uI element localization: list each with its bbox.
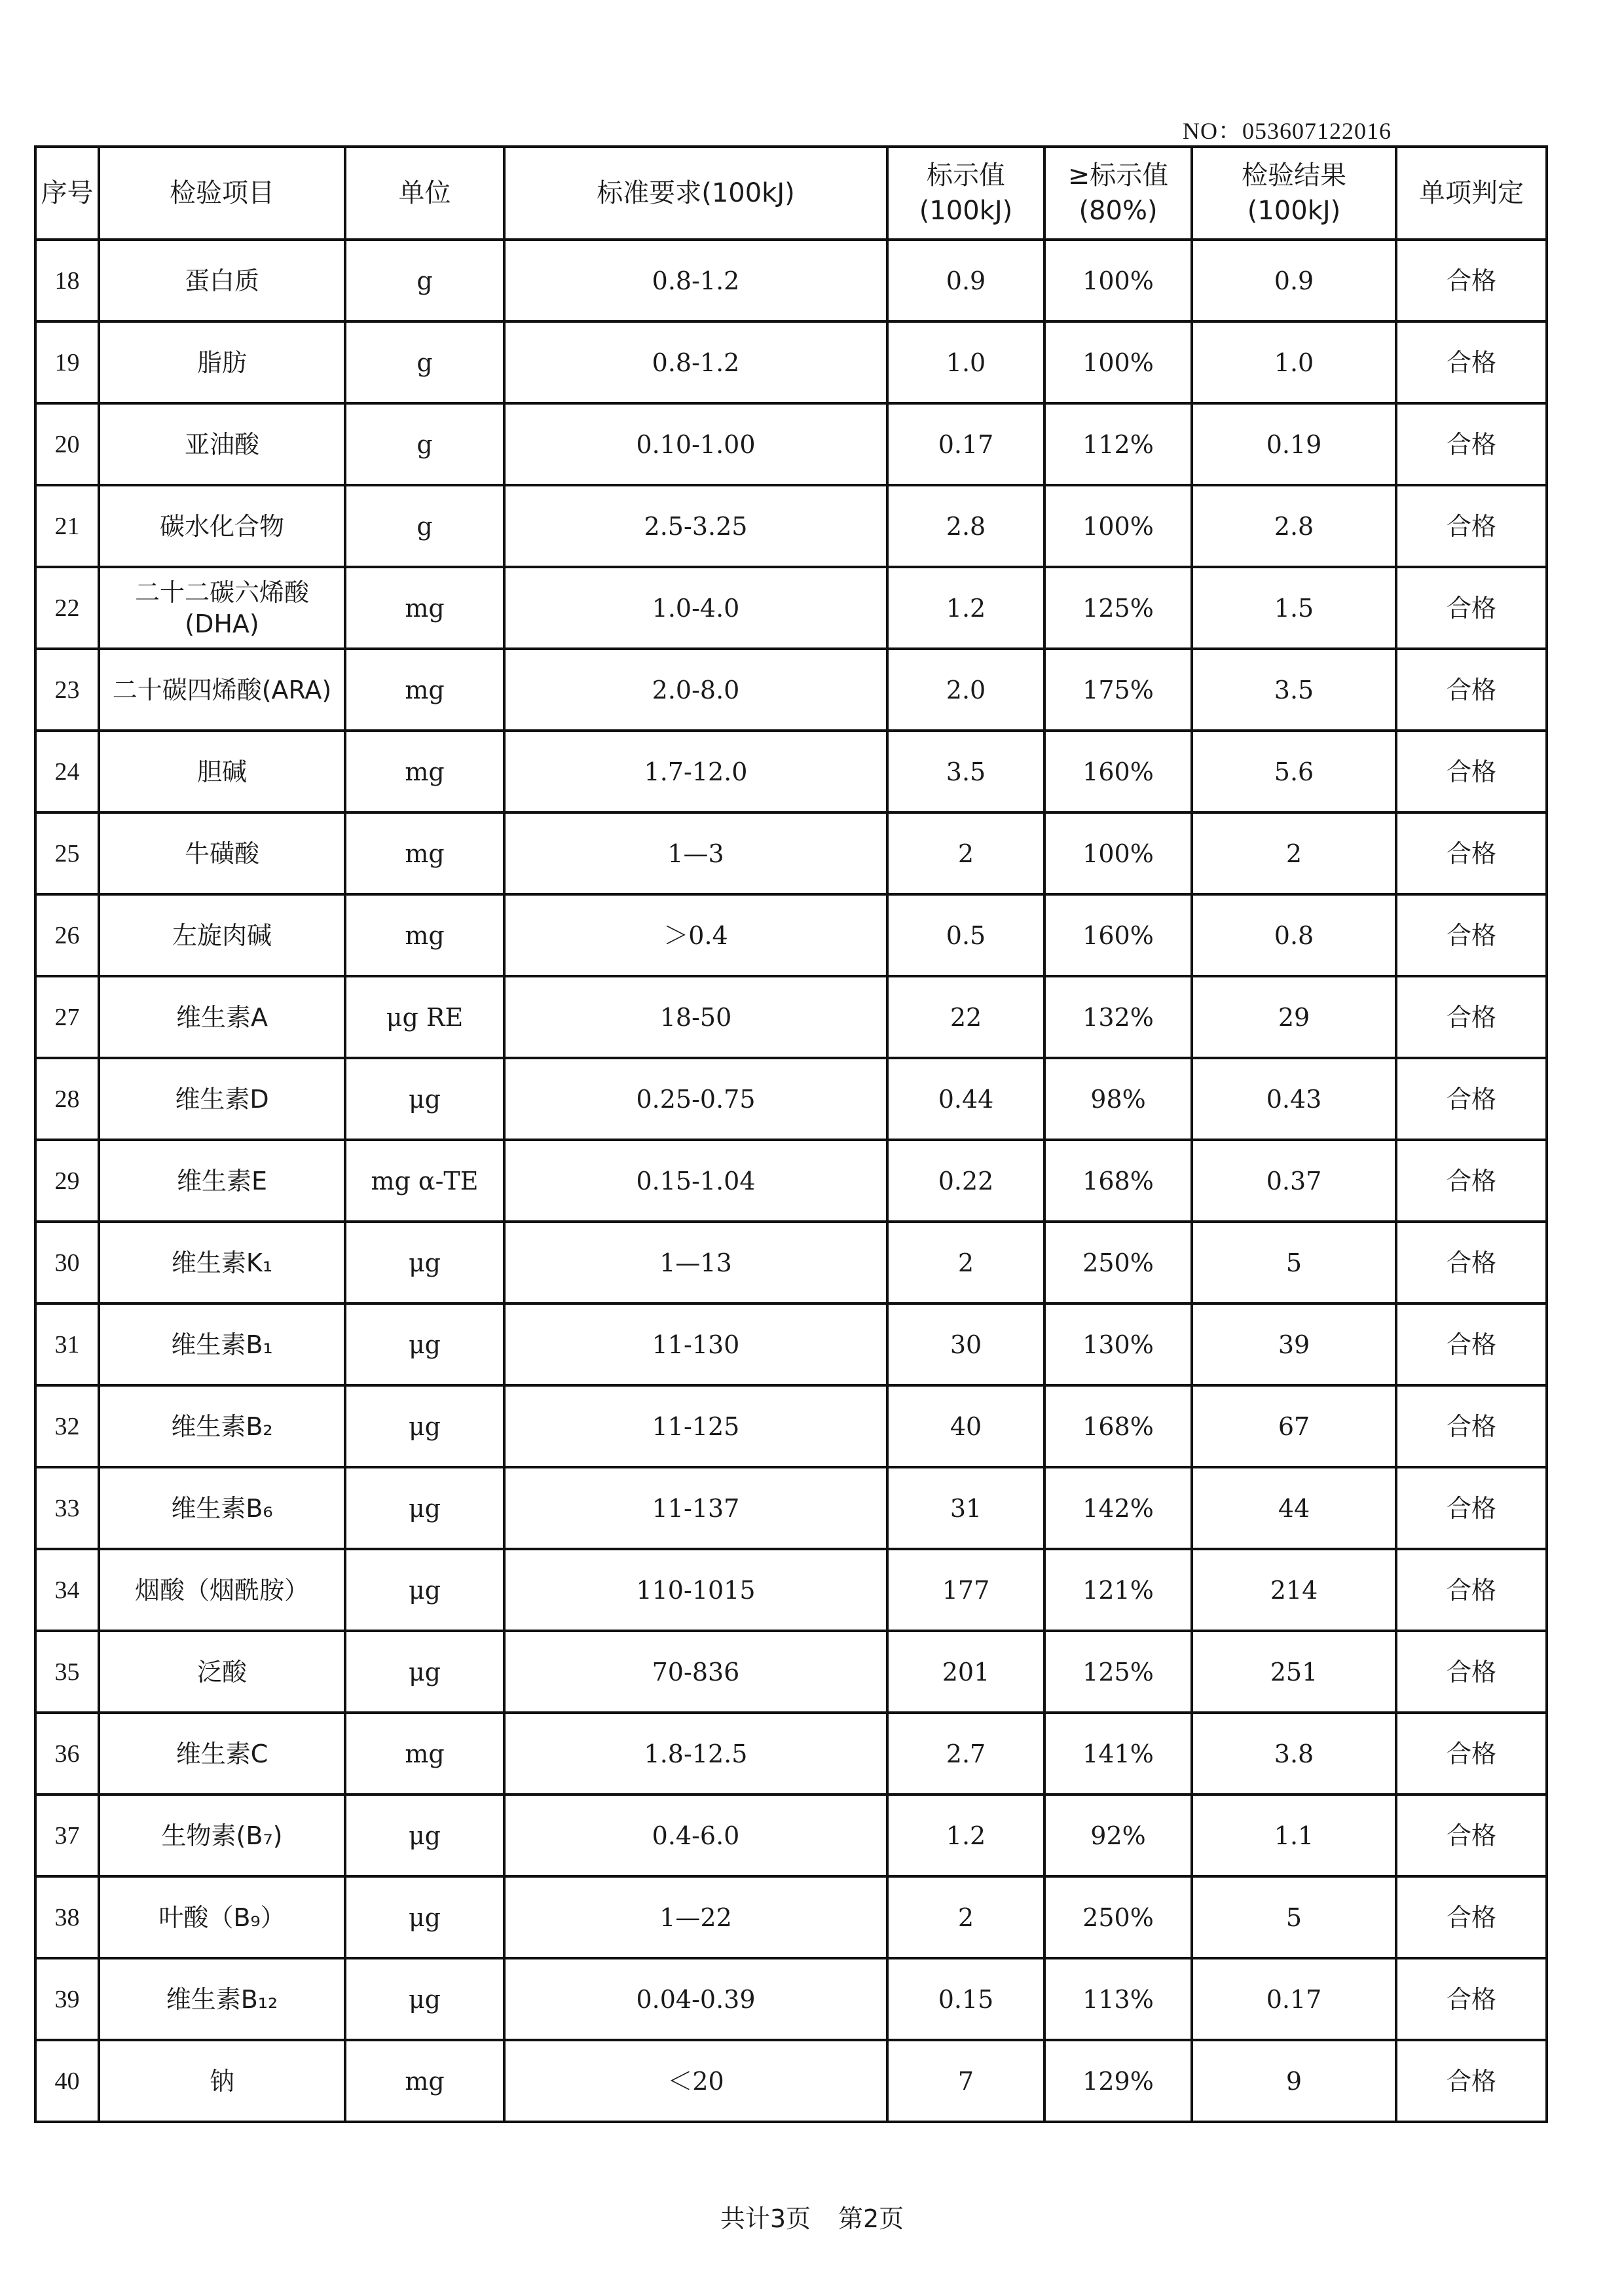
cell-unit: μg (345, 1876, 504, 1958)
header-verdict: 单项判定 (1396, 147, 1547, 240)
cell-result: 214 (1192, 1549, 1396, 1631)
cell-requirement: 11-125 (504, 1385, 887, 1467)
table-row (35, 976, 1547, 1058)
cell-requirement: 0.4-6.0 (504, 1795, 887, 1876)
cell-labeled-value: 177 (887, 1549, 1044, 1631)
cell-requirement: 0.25-0.75 (504, 1058, 887, 1140)
cell-labeled-value: 2.8 (887, 485, 1044, 567)
table-row (35, 1549, 1547, 1631)
cell-item: 维生素B₁₂ (99, 1958, 345, 2040)
cell-labeled-value: 201 (887, 1631, 1044, 1713)
table-row (35, 240, 1547, 321)
cell-result: 3.8 (1192, 1713, 1396, 1795)
table-row (35, 567, 1547, 649)
cell-seq: 33 (35, 1467, 99, 1549)
table-row (35, 321, 1547, 403)
cell-ratio: 132% (1044, 976, 1192, 1058)
table-row (35, 1958, 1547, 2040)
cell-result: 44 (1192, 1467, 1396, 1549)
cell-labeled-value: 30 (887, 1303, 1044, 1385)
cell-result: 5.6 (1192, 731, 1396, 812)
cell-seq: 27 (35, 976, 99, 1058)
cell-verdict: 合格 (1396, 1058, 1547, 1140)
cell-item: 碳水化合物 (99, 485, 345, 567)
total-pages: 共计3页 (720, 2204, 811, 2233)
table-body (35, 240, 1547, 2122)
cell-requirement: 110-1015 (504, 1549, 887, 1631)
cell-verdict: 合格 (1396, 2040, 1547, 2122)
cell-seq: 20 (35, 403, 99, 485)
cell-verdict: 合格 (1396, 1795, 1547, 1876)
cell-verdict: 合格 (1396, 1631, 1547, 1713)
cell-requirement: ＜20 (504, 2040, 887, 2122)
table-row (35, 1467, 1547, 1549)
cell-requirement: 1—22 (504, 1876, 887, 1958)
report-number: NO：053607122016 (1183, 118, 1392, 144)
cell-requirement: 11-130 (504, 1303, 887, 1385)
cell-ratio: 100% (1044, 485, 1192, 567)
table-row (35, 485, 1547, 567)
cell-seq: 38 (35, 1876, 99, 1958)
cell-verdict: 合格 (1396, 649, 1547, 731)
cell-item: 亚油酸 (99, 403, 345, 485)
cell-ratio: 125% (1044, 1631, 1192, 1713)
header-item: 检验项目 (99, 147, 345, 240)
cell-verdict: 合格 (1396, 731, 1547, 812)
cell-verdict: 合格 (1396, 1140, 1547, 1222)
cell-result: 251 (1192, 1631, 1396, 1713)
cell-unit: μg (345, 1222, 504, 1303)
cell-seq: 23 (35, 649, 99, 731)
table-row (35, 403, 1547, 485)
cell-labeled-value: 40 (887, 1385, 1044, 1467)
cell-seq: 31 (35, 1303, 99, 1385)
cell-verdict: 合格 (1396, 403, 1547, 485)
table-row (35, 1303, 1547, 1385)
cell-item: 维生素B₂ (99, 1385, 345, 1467)
cell-ratio: 168% (1044, 1140, 1192, 1222)
cell-result: 0.17 (1192, 1958, 1396, 2040)
cell-labeled-value: 0.15 (887, 1958, 1044, 2040)
cell-result: 0.9 (1192, 240, 1396, 321)
table-row (35, 1222, 1547, 1303)
cell-unit: g (345, 240, 504, 321)
cell-labeled-value: 22 (887, 976, 1044, 1058)
table-row (35, 2040, 1547, 2122)
cell-result: 1.5 (1192, 567, 1396, 649)
cell-item: 蛋白质 (99, 240, 345, 321)
cell-result: 0.37 (1192, 1140, 1396, 1222)
cell-unit: g (345, 485, 504, 567)
cell-item: 维生素A (99, 976, 345, 1058)
cell-ratio: 121% (1044, 1549, 1192, 1631)
cell-item: 泛酸 (99, 1631, 345, 1713)
cell-result: 2.8 (1192, 485, 1396, 567)
cell-seq: 40 (35, 2040, 99, 2122)
cell-item: 二十碳四烯酸(ARA) (99, 649, 345, 731)
cell-ratio: 130% (1044, 1303, 1192, 1385)
cell-unit: μg (345, 1058, 504, 1140)
cell-ratio: 98% (1044, 1058, 1192, 1140)
cell-unit: μg (345, 1467, 504, 1549)
cell-labeled-value: 0.9 (887, 240, 1044, 321)
cell-unit: μg (345, 1631, 504, 1713)
cell-labeled-value: 2 (887, 1876, 1044, 1958)
cell-labeled-value: 2.0 (887, 649, 1044, 731)
cell-item: 维生素B₆ (99, 1467, 345, 1549)
cell-ratio: 160% (1044, 894, 1192, 976)
header-result: 检验结果 (100kJ) (1192, 147, 1396, 240)
cell-labeled-value: 7 (887, 2040, 1044, 2122)
cell-unit: mg (345, 1713, 504, 1795)
cell-result: 29 (1192, 976, 1396, 1058)
cell-verdict: 合格 (1396, 1467, 1547, 1549)
cell-seq: 22 (35, 567, 99, 649)
header-row (35, 147, 1547, 240)
cell-unit: μg (345, 1795, 504, 1876)
cell-result: 1.1 (1192, 1795, 1396, 1876)
cell-item: 维生素K₁ (99, 1222, 345, 1303)
cell-item: 维生素C (99, 1713, 345, 1795)
cell-verdict: 合格 (1396, 976, 1547, 1058)
cell-ratio: 92% (1044, 1795, 1192, 1876)
cell-seq: 24 (35, 731, 99, 812)
cell-verdict: 合格 (1396, 894, 1547, 976)
cell-labeled-value: 0.5 (887, 894, 1044, 976)
cell-labeled-value: 0.22 (887, 1140, 1044, 1222)
cell-requirement: 1.7-12.0 (504, 731, 887, 812)
cell-labeled-value: 2 (887, 1222, 1044, 1303)
table-row (35, 1631, 1547, 1713)
cell-seq: 35 (35, 1631, 99, 1713)
cell-requirement: 0.04-0.39 (504, 1958, 887, 2040)
cell-ratio: 100% (1044, 812, 1192, 894)
cell-item: 胆碱 (99, 731, 345, 812)
cell-seq: 29 (35, 1140, 99, 1222)
cell-unit: g (345, 321, 504, 403)
header-unit: 单位 (345, 147, 504, 240)
cell-result: 2 (1192, 812, 1396, 894)
cell-verdict: 合格 (1396, 321, 1547, 403)
table-row (35, 1058, 1547, 1140)
cell-seq: 28 (35, 1058, 99, 1140)
cell-ratio: 250% (1044, 1222, 1192, 1303)
cell-requirement: 2.5-3.25 (504, 485, 887, 567)
current-page: 第2页 (838, 2204, 904, 2233)
cell-seq: 30 (35, 1222, 99, 1303)
cell-item: 左旋肉碱 (99, 894, 345, 976)
cell-verdict: 合格 (1396, 240, 1547, 321)
cell-unit: mg (345, 649, 504, 731)
cell-unit: mg (345, 2040, 504, 2122)
cell-requirement: 0.8-1.2 (504, 240, 887, 321)
table-row (35, 1876, 1547, 1958)
cell-item: 钠 (99, 2040, 345, 2122)
cell-seq: 37 (35, 1795, 99, 1876)
page-footer (0, 2198, 1624, 2234)
table-row (35, 894, 1547, 976)
cell-item: 维生素B₁ (99, 1303, 345, 1385)
cell-unit: mg α-TE (345, 1140, 504, 1222)
cell-item: 生物素(B₇) (99, 1795, 345, 1876)
cell-labeled-value: 0.17 (887, 403, 1044, 485)
cell-result: 5 (1192, 1222, 1396, 1303)
header-labeled-value: 标示值 (100kJ) (887, 147, 1044, 240)
cell-seq: 26 (35, 894, 99, 976)
cell-result: 5 (1192, 1876, 1396, 1958)
cell-seq: 36 (35, 1713, 99, 1795)
cell-labeled-value: 31 (887, 1467, 1044, 1549)
cell-seq: 19 (35, 321, 99, 403)
cell-ratio: 100% (1044, 240, 1192, 321)
cell-item: 牛磺酸 (99, 812, 345, 894)
table-row (35, 1713, 1547, 1795)
cell-seq: 39 (35, 1958, 99, 2040)
cell-unit: μg (345, 1385, 504, 1467)
cell-verdict: 合格 (1396, 485, 1547, 567)
cell-unit: μg (345, 1303, 504, 1385)
header-requirement: 标准要求(100kJ) (504, 147, 887, 240)
header-seq: 序号 (35, 147, 99, 240)
cell-unit: μg (345, 1958, 504, 2040)
cell-labeled-value: 2 (887, 812, 1044, 894)
cell-labeled-value: 1.0 (887, 321, 1044, 403)
cell-verdict: 合格 (1396, 1958, 1547, 2040)
cell-ratio: 160% (1044, 731, 1192, 812)
cell-requirement: 1—3 (504, 812, 887, 894)
cell-item: 二十二碳六烯酸 (DHA) (99, 567, 345, 649)
cell-requirement: 1.0-4.0 (504, 567, 887, 649)
cell-labeled-value: 3.5 (887, 731, 1044, 812)
cell-verdict: 合格 (1396, 1222, 1547, 1303)
cell-requirement: 0.8-1.2 (504, 321, 887, 403)
cell-unit: μg (345, 1549, 504, 1631)
table-row (35, 649, 1547, 731)
cell-seq: 32 (35, 1385, 99, 1467)
table-row (35, 731, 1547, 812)
cell-verdict: 合格 (1396, 1876, 1547, 1958)
header-ratio: ≥标示值 (80%) (1044, 147, 1192, 240)
cell-requirement: 18-50 (504, 976, 887, 1058)
cell-unit: mg (345, 731, 504, 812)
cell-verdict: 合格 (1396, 812, 1547, 894)
cell-unit: mg (345, 894, 504, 976)
inspection-results-table (34, 145, 1548, 2123)
cell-unit: μg RE (345, 976, 504, 1058)
cell-ratio: 125% (1044, 567, 1192, 649)
cell-item: 叶酸（B₉） (99, 1876, 345, 1958)
cell-result: 1.0 (1192, 321, 1396, 403)
cell-unit: mg (345, 567, 504, 649)
cell-ratio: 129% (1044, 2040, 1192, 2122)
cell-verdict: 合格 (1396, 1713, 1547, 1795)
cell-requirement: 1.8-12.5 (504, 1713, 887, 1795)
cell-requirement: 70-836 (504, 1631, 887, 1713)
cell-requirement: 1—13 (504, 1222, 887, 1303)
cell-ratio: 100% (1044, 321, 1192, 403)
table-row (35, 1795, 1547, 1876)
cell-result: 0.43 (1192, 1058, 1396, 1140)
cell-ratio: 250% (1044, 1876, 1192, 1958)
cell-ratio: 175% (1044, 649, 1192, 731)
cell-item: 烟酸（烟酰胺） (99, 1549, 345, 1631)
table-header (35, 147, 1547, 240)
cell-requirement: 0.15-1.04 (504, 1140, 887, 1222)
cell-requirement: 11-137 (504, 1467, 887, 1549)
cell-seq: 21 (35, 485, 99, 567)
cell-verdict: 合格 (1396, 1549, 1547, 1631)
cell-ratio: 113% (1044, 1958, 1192, 2040)
cell-ratio: 142% (1044, 1467, 1192, 1549)
cell-verdict: 合格 (1396, 567, 1547, 649)
cell-labeled-value: 0.44 (887, 1058, 1044, 1140)
cell-unit: mg (345, 812, 504, 894)
cell-seq: 18 (35, 240, 99, 321)
cell-ratio: 168% (1044, 1385, 1192, 1467)
cell-result: 0.19 (1192, 403, 1396, 485)
cell-seq: 25 (35, 812, 99, 894)
cell-result: 3.5 (1192, 649, 1396, 731)
cell-verdict: 合格 (1396, 1303, 1547, 1385)
cell-labeled-value: 1.2 (887, 1795, 1044, 1876)
cell-result: 0.8 (1192, 894, 1396, 976)
cell-verdict: 合格 (1396, 1385, 1547, 1467)
cell-seq: 34 (35, 1549, 99, 1631)
table-row (35, 812, 1547, 894)
cell-result: 9 (1192, 2040, 1396, 2122)
cell-labeled-value: 2.7 (887, 1713, 1044, 1795)
cell-result: 67 (1192, 1385, 1396, 1467)
cell-labeled-value: 1.2 (887, 567, 1044, 649)
cell-item: 维生素E (99, 1140, 345, 1222)
cell-ratio: 112% (1044, 403, 1192, 485)
cell-unit: g (345, 403, 504, 485)
cell-item: 脂肪 (99, 321, 345, 403)
cell-requirement: 0.10-1.00 (504, 403, 887, 485)
cell-result: 39 (1192, 1303, 1396, 1385)
cell-ratio: 141% (1044, 1713, 1192, 1795)
cell-requirement: ＞0.4 (504, 894, 887, 976)
table-row (35, 1385, 1547, 1467)
table-row (35, 1140, 1547, 1222)
cell-requirement: 2.0-8.0 (504, 649, 887, 731)
cell-item: 维生素D (99, 1058, 345, 1140)
